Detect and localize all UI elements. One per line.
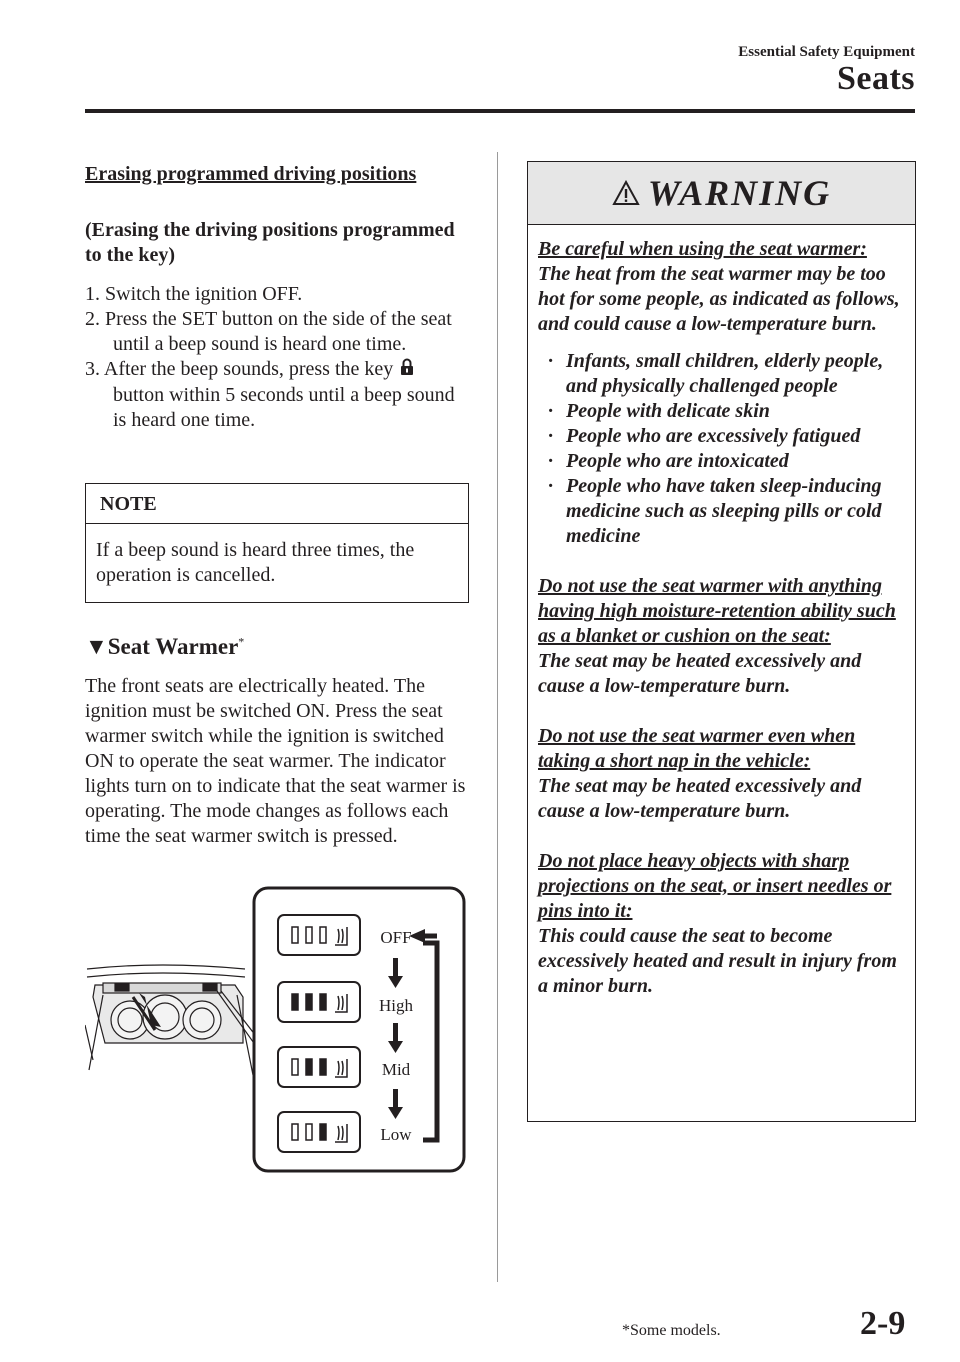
seat-warmer-heading xyxy=(85,634,244,660)
warning-box xyxy=(527,161,916,1122)
footnote: *Some models. xyxy=(622,1322,721,1339)
warning-section-heading: Do not use the seat warmer with anything having high moisture-retention ability such as a blanket or cushion on the seat: xyxy=(538,575,896,647)
erase-heading: Erasing programmed driving positions xyxy=(85,163,417,185)
warning-bullet-list xyxy=(538,349,907,549)
warning-section-text: This could cause the seat to become excessively heated and result in injury from a minor burn. xyxy=(538,925,897,997)
page-number: 2-9 xyxy=(860,1305,906,1342)
list-item: · People who are excessively fatigued xyxy=(566,424,907,449)
warning-section-heading: Do not place heavy objects with sharp projections on the seat, or insert needles or pins into it: xyxy=(538,850,892,922)
note-heading: NOTE xyxy=(86,484,468,524)
list-item: · People who have taken sleep-inducing medicine such as sleeping pills or cold medicine xyxy=(566,474,907,549)
warning-section-text: The heat from the seat warmer may be too hot for some people, as indicated as follows, and could cause a low-temperature burn. xyxy=(538,263,900,335)
dashboard-illustration xyxy=(85,965,253,1075)
switch-off xyxy=(278,915,360,955)
warning-triangle-icon xyxy=(612,180,640,206)
note-body: If a beep sound is heard three times, the operation is cancelled. xyxy=(96,539,415,586)
triangle-marker-icon: ▼ xyxy=(85,634,108,659)
step-item: 2. Press the SET button on the side of the seat until a beep sound is heard one time. xyxy=(85,308,452,355)
footnote-asterisk: * xyxy=(238,634,245,649)
header-rule xyxy=(85,109,915,113)
list-item: · People who are intoxicated xyxy=(566,449,907,474)
erase-steps xyxy=(85,282,470,433)
warning-header xyxy=(528,162,915,225)
switch-high xyxy=(278,982,360,1022)
mode-label-off: OFF xyxy=(380,928,412,947)
section-label: Essential Safety Equipment xyxy=(738,44,915,60)
warning-section xyxy=(538,574,907,699)
warning-section-heading: Be careful when using the seat warmer: xyxy=(538,238,867,260)
warning-section xyxy=(538,724,907,824)
mode-label-low: Low xyxy=(380,1125,412,1144)
list-item: · Infants, small children, elderly people, and physically challenged people xyxy=(566,349,907,399)
switch-low xyxy=(278,1112,360,1152)
warning-title: WARNING xyxy=(647,173,832,213)
warning-body xyxy=(528,225,915,999)
switch-mid xyxy=(278,1047,360,1087)
seat-warmer-diagram xyxy=(85,885,470,1180)
mode-label-high: High xyxy=(379,996,413,1015)
warning-section-heading: Do not use the seat warmer even when taking a short nap in the vehicle: xyxy=(538,725,856,772)
erase-subheading: (Erasing the driving positions programmed to the key) xyxy=(85,219,455,266)
page-title: Seats xyxy=(836,60,915,97)
warning-section-text: The seat may be heated excessively and cause a low-temperature burn. xyxy=(538,650,862,697)
mode-label-mid: Mid xyxy=(381,1060,411,1079)
warning-section xyxy=(538,237,907,549)
step-item xyxy=(85,357,470,433)
lock-icon xyxy=(400,358,414,383)
list-item: · People with delicate skin xyxy=(566,399,907,424)
seat-warmer-illustration xyxy=(85,885,470,1180)
step-text: 3. After the beep sounds, press the key xyxy=(85,358,394,380)
warning-section xyxy=(538,849,907,999)
step-text: button within 5 seconds until a beep sound is heard one time. xyxy=(113,383,455,431)
seat-warmer-description: The front seats are electrically heated. The ignition must be switched ON. Press the seat warmer switch while the ignition is switched ON to operate the seat warmer. The indicator lights turn on to indicate that the seat warmer is operating. The mode changes as follows each time the seat warmer switch is pressed. xyxy=(85,675,466,847)
note-box xyxy=(85,483,469,603)
warning-section-text: The seat may be heated excessively and cause a low-temperature burn. xyxy=(538,775,862,822)
seat-warmer-title: Seat Warmer xyxy=(107,634,239,659)
column-divider xyxy=(497,152,498,1282)
step-item: 1. Switch the ignition OFF. xyxy=(85,283,303,305)
